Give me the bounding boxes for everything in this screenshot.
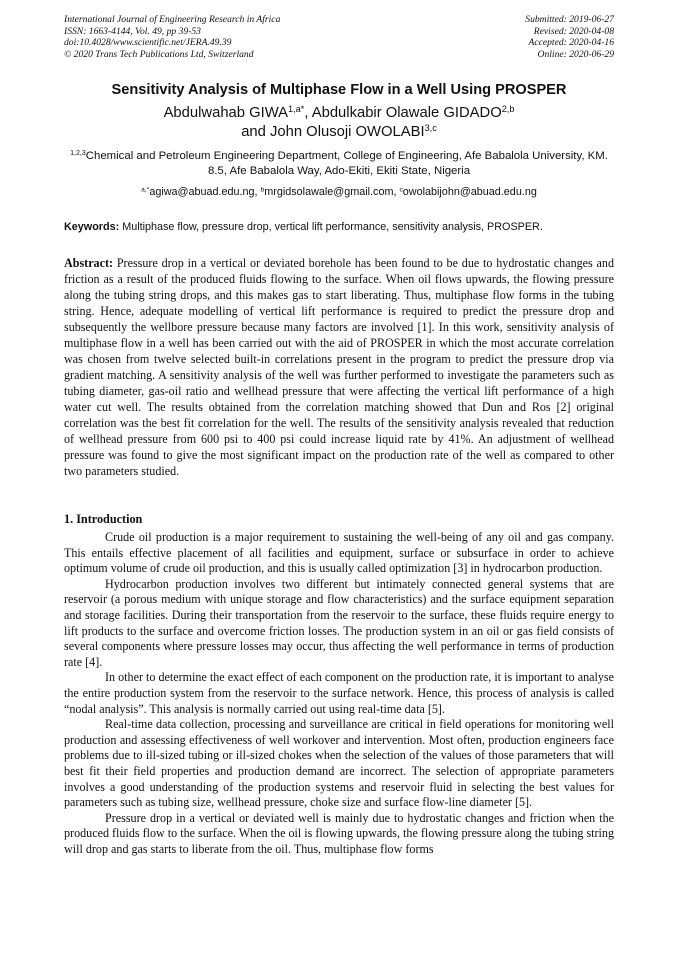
revised-date: Revised: 2020-04-08: [533, 25, 614, 37]
affiliation-sup: 1,2,3: [70, 150, 86, 158]
keywords-label: Keywords:: [64, 221, 120, 233]
publication-dates: [394, 14, 614, 60]
email-sup: c: [399, 186, 403, 194]
journal-info: [64, 14, 394, 60]
author-line-2: [40, 123, 638, 142]
paragraph: Pressure drop in a vertical or deviated well is mainly due to hydrostatic changes and friction when the produced fluids flow to the surface. When the oil is flowing upwards, the flowing pressure along the tubing string will drop and gas starts to liberate from the oil. Thus, multiphase flow forms: [64, 810, 614, 856]
keywords-text: Multiphase flow, pressure drop, vertical lift performance, sensitivity analysis, PROSPER.: [119, 221, 543, 233]
section-heading: 1. Introduction: [64, 512, 143, 526]
author-list: [40, 104, 638, 141]
affiliation-text: Chemical and Petroleum Engineering Department, College of Engineering, Afe Babalola University, KM. 8.5, Afe Babalola Way, Ado-Ekiti, Ekiti State, Nigeria: [85, 150, 608, 178]
author-name: and John Olusoji OWOLABI: [241, 123, 425, 140]
abstract: [64, 255, 614, 479]
paper-title: Sensitivity Analysis of Multiphase Flow in a Well Using PROSPER: [111, 82, 567, 98]
email-sup: a,*: [141, 186, 150, 194]
author-name: Abdulwahab GIWA: [163, 105, 289, 121]
email: agiwa@abuad.edu.ng,: [149, 186, 261, 198]
keywords: [64, 221, 620, 233]
paragraph: Real-time data collection, processing and surveillance are critical in field operations for monitoring well production and assessing effectiveness of well workover and intervention. Most often, production engineers face problems due to ill-sized tubing or ill-sized chokes when the selection of the values of those parameters that will best fit their field properties and production demand are incorrect. The selection of appropriate parameters involves a good understanding of the production systems and reservoir fluid in selecting the best values for parameters such as tubing size, wellhead pressure, choke size and surface flow-line diameter [5].: [64, 717, 614, 810]
online-date: Online: 2020-06-29: [537, 48, 614, 60]
email: mrgidsolawale@gmail.com,: [264, 186, 400, 198]
section-body: [64, 530, 614, 857]
paragraph: Hydrocarbon production involves two different but intimately connected general systems that are reservoir (a porous medium with unique storage and flow characteristics) and the surface equipment separation and storage facilities. During their transportation from the reservoir to the surface, these fluids require energy to lift products to the surface and overcome friction losses. The production system in an oil or gas field consists of several components where pressure losses may occur, thus affecting the well performance in terms of production rate [4].: [64, 576, 614, 669]
author-emails: [64, 186, 614, 198]
paragraph: Crude oil production is a major requirement to sustaining the well-being of any oil and gas company. This entails effective placement of all facilities and equipment, surface or subsurface in order to achieve optimum volume of crude oil production, and this is usually called optimization [3] in hydrocarbon production.: [64, 530, 614, 576]
author-sup: 1,a*: [288, 103, 305, 114]
abstract-text: Pressure drop in a vertical or deviated borehole has been found to be due to hydrostatic changes and friction as a result of the produced fluids flowing to the surface. When oil flows upwards, the flowing pressure along the tubing string drops, and this makes gas to start liberating. Thus, multiphase flow forms in the tubing string. Hence, adequate modelling of vertical lift performance is required to predict the pressure drop and subsequently the wellbore pressure because many factors are involved [1]. In this work, sensitivity analysis of multiphase flow in a well has been carried out with the aid of PROSPER in which the most accurate correlation was chosen from twelve selected built-in correlations present in the program to predict the pressure drop via gradient matching. A sensitivity analysis of the well was further performed to investigate the parameters such as tubing diameter, gas-oil ratio and wellhead pressure that were affecting the vertical lift performance of a high water cut well. The results obtained from the correlation matching showed that Dun and Ros [2] original correlation was the best fit correlation for the well. The results of the sensitivity analysis revealed that reduction of wellhead pressure from 600 psi to 400 psi could increase liquid rate by 41%. An adjustment of wellhead pressure was found to give the most significant impact on the production rate of the well as compared to other two parameters studied.: [64, 256, 614, 478]
abstract-label: Abstract:: [64, 256, 114, 270]
author-name: Abdulkabir Olawale GIDADO: [311, 105, 502, 121]
affiliation: [64, 149, 614, 179]
submitted-date: Submitted: 2019-06-27: [525, 14, 614, 25]
author-sup: 2,b: [501, 103, 515, 114]
paragraph: In other to determine the exact effect of each component on the production rate, it is important to analyse the entire production system from the reservoir to the surface network. Hence, this process of analysis is called “nodal analysis”. This analysis is normally carried out using real-time data [5].: [64, 670, 614, 716]
author-separator: ,: [304, 105, 312, 121]
author-line-1: [40, 104, 638, 123]
email-sup: b: [260, 186, 265, 194]
journal-name: International Journal of Engineering Research in Africa: [64, 14, 281, 25]
issn: ISSN: 1663-4144, Vol. 49, pp 39-53: [64, 25, 201, 37]
copyright: © 2020 Trans Tech Publications Ltd, Switzerland: [64, 48, 254, 60]
author-sup: 3,c: [424, 122, 437, 133]
accepted-date: Accepted: 2020-04-16: [528, 37, 614, 49]
email: owolabijohn@abuad.edu.ng: [402, 186, 537, 198]
doi: doi:10.4028/www.scientific.net/JERA.49.39: [64, 37, 232, 49]
